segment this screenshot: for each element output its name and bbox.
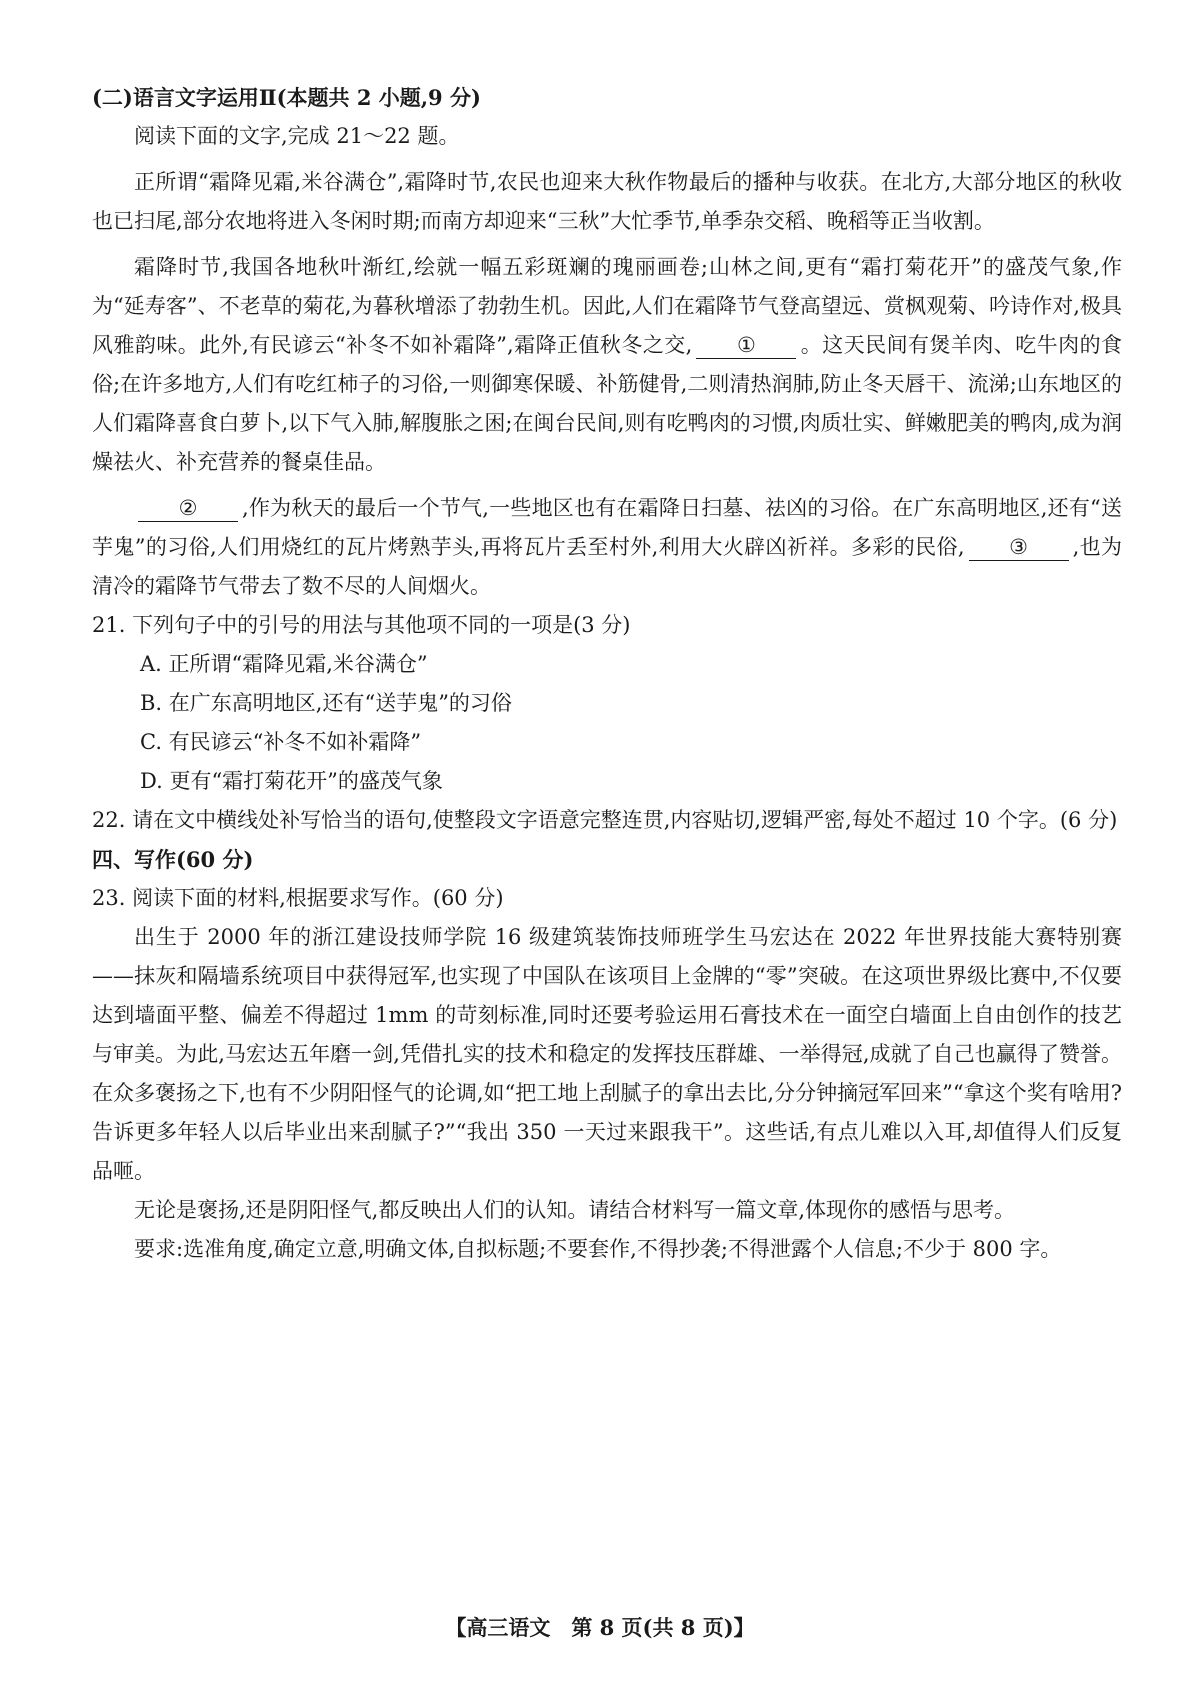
option-a: A. 正所谓“霜降见霜,米谷满仓”: [140, 652, 428, 676]
passage-text: ,作为秋天的最后一个节气,一些地区也有在霜降日扫墓、祛凶的习俗。在广东高明地区,还有“送芋鬼”的习俗,人们用烧红的瓦片烤熟芋头,再将瓦片丢至村外,利用大火辟凶祈祥。多彩的民俗,: [92, 496, 1122, 559]
option-d: D. 更有“霜打菊花开”的盛茂气象: [140, 769, 443, 793]
passage-text: 霜降时节,我国各地秋叶渐红,绘就一幅五彩斑斓的瑰丽画卷;山林之间,更有“霜打菊花开”的盛茂气象,作为“延寿客”、不老草的菊花,为暮秋增添了勃勃生机。因此,人们在霜降节气登高望远、赏枫观菊、吟诗作对,极具风雅韵味。此外,有民谚云“补冬不如补霜降”,霜降正值秋冬之交,: [92, 255, 1122, 357]
blank-2: ②: [138, 495, 238, 522]
page-footer: 【高三语文 第 8 页(共 8 页)】: [445, 1615, 755, 1640]
passage-paragraph-2: [92, 248, 1122, 482]
passage-paragraph-1: 正所谓“霜降见霜,米谷满仓”,霜降时节,农民也迎来大秋作物最后的播种与收获。在北方,大部分地区的秋收也已扫尾,部分农地将进入冬闲时期;而南方却迎来“三秋”大忙季节,单季杂交稻、晚稻等正当收割。: [92, 170, 1122, 233]
option-c: C. 有民谚云“补冬不如补霜降”: [140, 730, 422, 754]
reading-instruction: 阅读下面的文字,完成 21～22 题。: [134, 124, 460, 148]
section-heading: (二)语言文字运用Ⅱ(本题共 2 小题,9 分): [92, 85, 481, 110]
writing-prompt: 无论是褒扬,还是阴阳怪气,都反映出人们的认知。请结合材料写一篇文章,体现你的感悟与思考。: [134, 1198, 1016, 1222]
blank-3: ③: [969, 534, 1069, 561]
passage-text: ,也为清冷的霜降节气带去了数不尽的人间烟火。: [92, 535, 1122, 598]
question-21-stem: 21. 下列句子中的引号的用法与其他项不同的一项是(3 分): [92, 613, 631, 637]
option-b: B. 在广东高明地区,还有“送芋鬼”的习俗: [140, 691, 512, 715]
passage-text: 。这天民间有煲羊肉、吃牛肉的食俗;在许多地方,人们有吃红柿子的习俗,一则御寒保暖、补筋健骨,二则清热润肺,防止冬天唇干、流涕;山东地区的人们霜降喜食白萝卜,以下气入肺,解腹胀之困;在闽台民间,则有吃鸭肉的习惯,肉质壮实、鲜嫩肥美的鸭肉,成为润燥祛火、补充营养的餐桌佳品。: [92, 333, 1123, 474]
question-23-stem: 23. 阅读下面的材料,根据要求写作。(60 分): [92, 886, 504, 910]
question-22-stem: 22. 请在文中横线处补写恰当的语句,使整段文字语意完整连贯,内容贴切,逻辑严密,每处不超过 10 个字。(6 分): [92, 808, 1118, 832]
passage-paragraph-3: [92, 489, 1122, 606]
writing-requirements: 要求:选准角度,确定立意,明确文体,自拟标题;不要套作,不得抄袭;不得泄露个人信息;不少于 800 字。: [134, 1237, 1062, 1261]
writing-material: 出生于 2000 年的浙江建设技师学院 16 级建筑装饰技师班学生马宏达在 2022 年世界技能大赛特别赛——抹灰和隔墙系统项目中获得冠军,也实现了中国队在该项目上金牌的“零”突破。在这项世界级比赛中,不仅要达到墙面平整、偏差不得超过 1mm 的苛刻标准,同时还要考验运用石膏技术在一面空白墙面上自由创作的技艺与审美。为此,马宏达五年磨一剑,凭借扎实的技术和稳定的发挥技压群雄、一举得冠,成就了自己也赢得了赞誉。在众多褒扬之下,也有不少阴阳怪气的论调,如“把工地上刮腻子的拿出去比,分分钟摘冠军回来”“拿这个奖有啥用? 告诉更多年轻人以后毕业出来刮腻子?”“我出 350 一天过来跟我干”。这些话,有点儿难以入耳,却值得人们反复品咂。: [92, 925, 1122, 1183]
blank-1: ①: [696, 332, 796, 359]
writing-section-heading: 四、写作(60 分): [92, 847, 254, 872]
